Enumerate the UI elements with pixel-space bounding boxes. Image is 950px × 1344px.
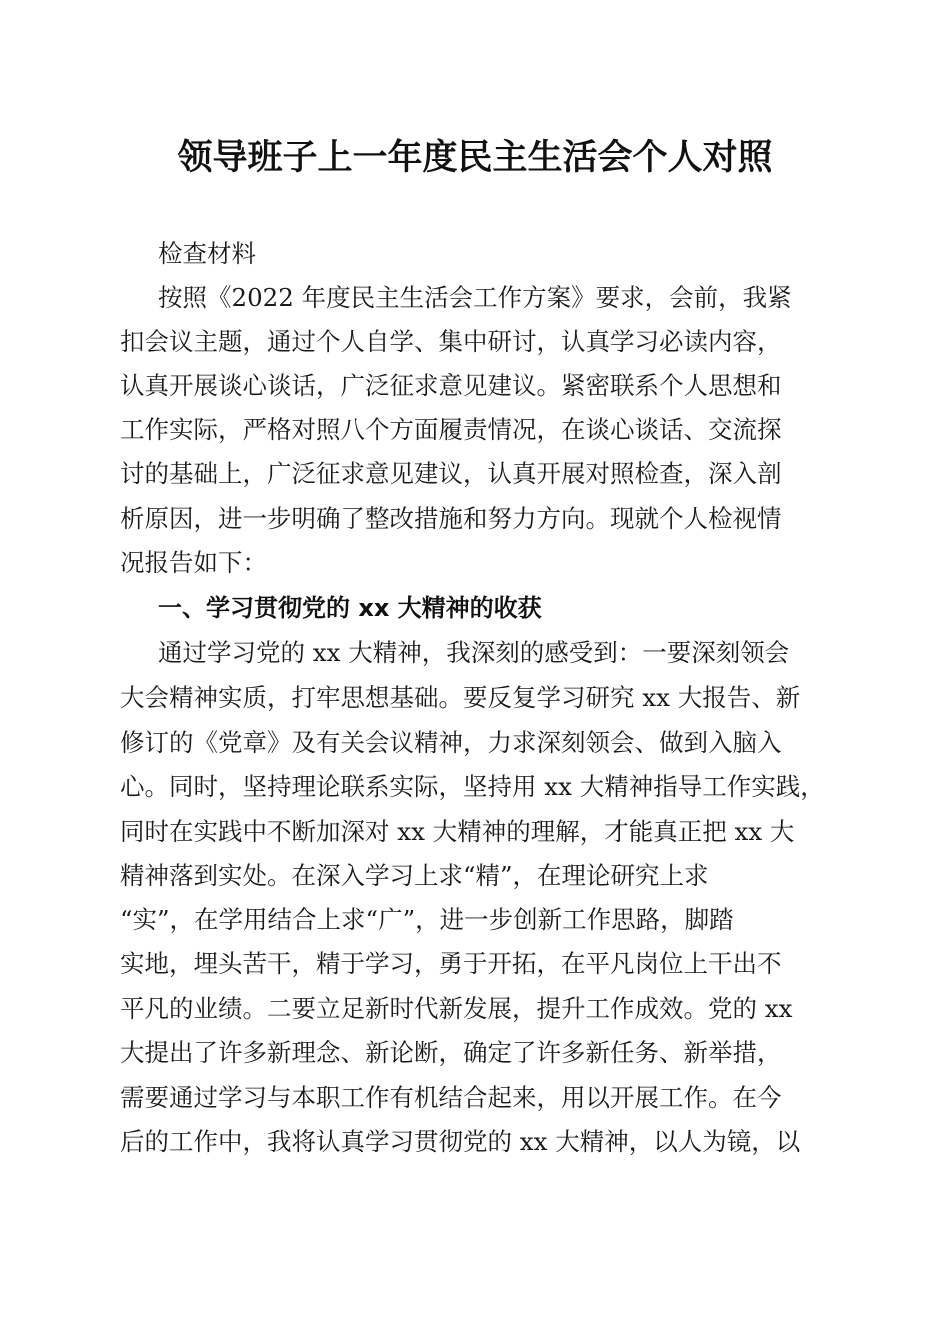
paragraph-line: 同时在实践中不断加深对 xx 大精神的理解，才能真正把 xx 大 [120, 817, 795, 846]
paragraph-line: 实地，埋头苦干，精于学习，勇于开拓，在平凡岗位上干出不 [120, 949, 782, 978]
paragraph-line: 需要通过学习与本职工作有机结合起来，用以开展工作。在今 [120, 1083, 782, 1112]
paragraph-line: 通过学习党的 xx 大精神，我深刻的感受到：一要深刻领会 [158, 638, 790, 667]
paragraph-line: 工作实际，严格对照八个方面履责情况，在谈心谈话、交流探 [120, 415, 782, 444]
paragraph-line: 平凡的业绩。二要立足新时代新发展，提升工作成效。党的 xx [120, 994, 793, 1023]
paragraph-line: 精神落到实处。在深入学习上求“精”，在理论研究上求 [120, 861, 709, 890]
paragraph-line: 扣会议主题，通过个人自学、集中研讨，认真学习必读内容， [120, 327, 782, 356]
document-title: 领导班子上一年度民主生活会个人对照 [177, 137, 773, 178]
paragraph-line: 讨的基础上，广泛征求意见建议，认真开展对照检查，深入剖 [120, 459, 782, 488]
paragraph-line: 大会精神实质，打牢思想基础。要反复学习研究 xx 大报告、新 [120, 683, 801, 712]
paragraph-line: 修订的《党章》及有关会议精神，力求深刻领会、做到入脑入 [120, 728, 782, 757]
paragraph-line: 心。同时，坚持理论联系实际，坚持用 xx 大精神指导工作实践， [120, 772, 825, 801]
paragraph-line: 认真开展谈心谈话，广泛征求意见建议。紧密联系个人思想和 [120, 371, 782, 400]
section-heading: 一、学习贯彻党的 xx 大精神的收获 [158, 594, 542, 622]
paragraph-line: 按照《2022 年度民主生活会工作方案》要求，会前，我紧 [158, 283, 792, 312]
paragraph-line: 大提出了许多新理念、新论断，确定了许多新任务、新举措， [120, 1038, 782, 1067]
paragraph-line: 析原因，进一步明确了整改措施和努力方向。现就个人检视情 [120, 504, 782, 533]
paragraph-line: 后的工作中，我将认真学习贯彻党的 xx 大精神，以人为镜，以 [120, 1127, 801, 1156]
paragraph-line: 况报告如下： [120, 548, 267, 577]
subtitle-line: 检查材料 [158, 239, 256, 268]
paragraph-line: “实”，在学用结合上求“广”，进一步创新工作思路，脚踏 [120, 905, 734, 934]
